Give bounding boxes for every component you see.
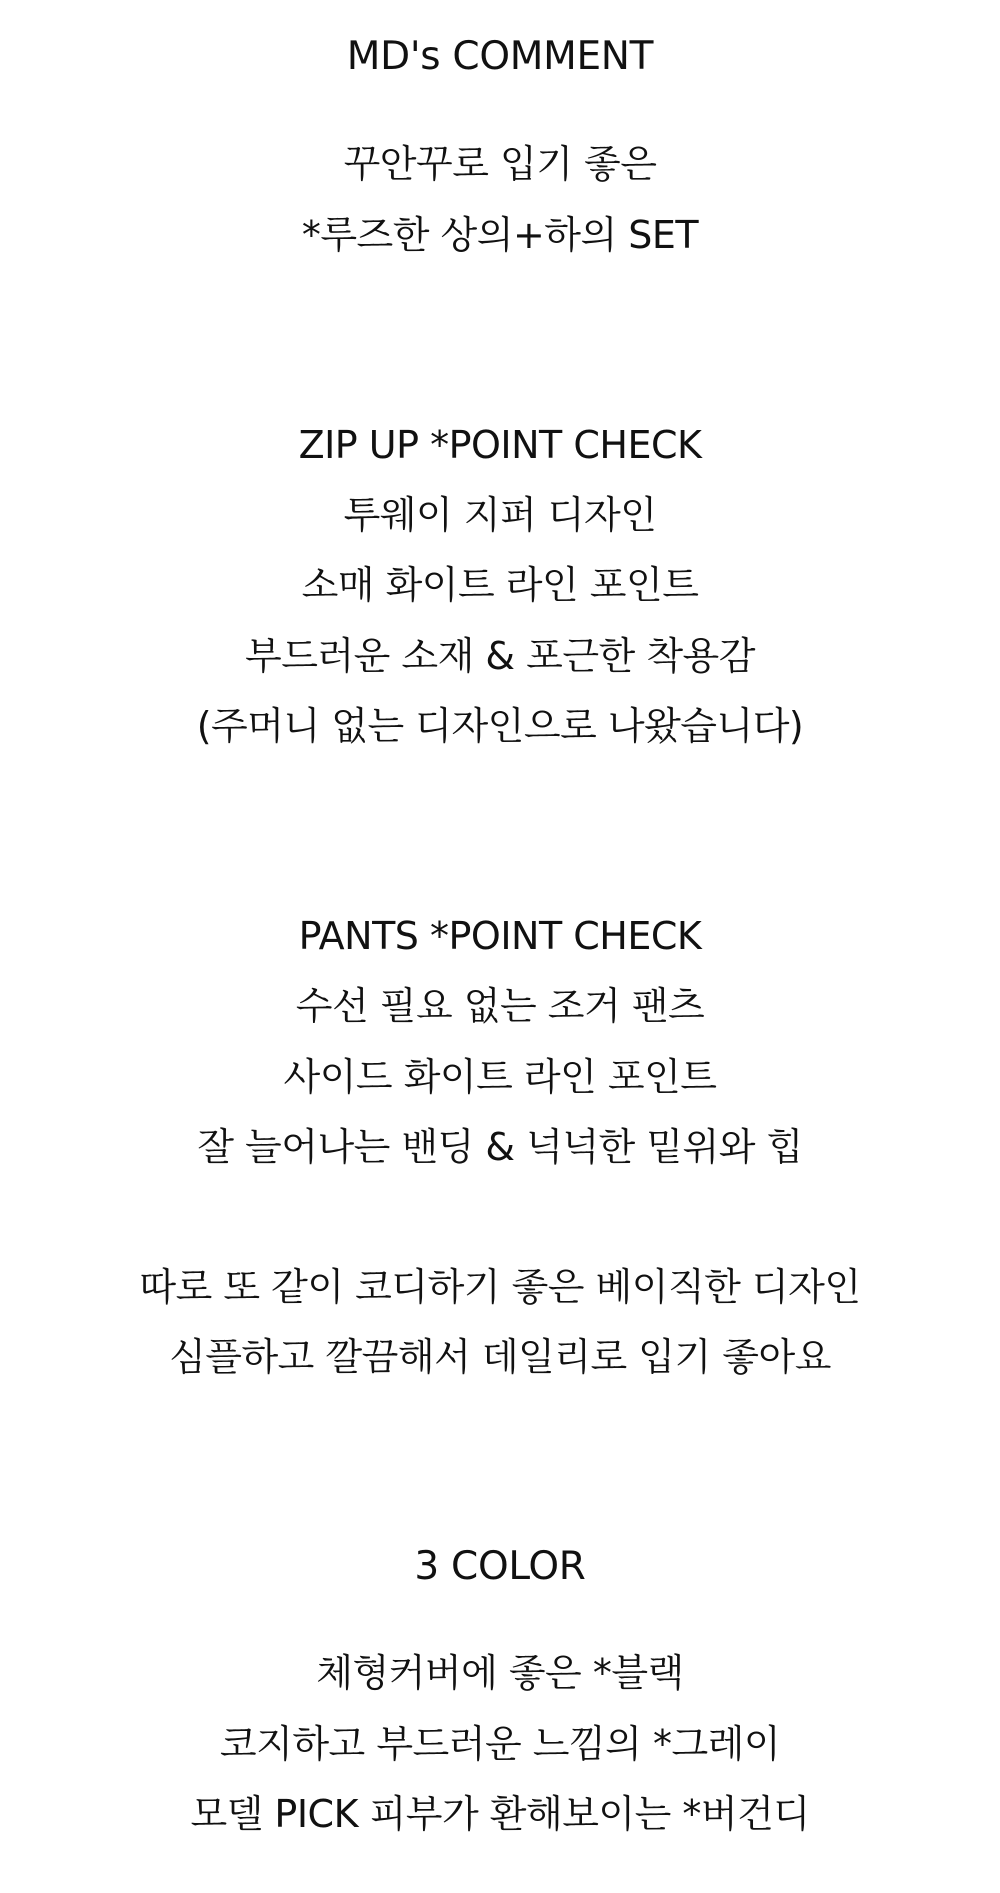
coordination-line: 심플하고 깔끔해서 데일리로 입기 좋아요: [169, 1335, 831, 1379]
md-comment-heading: MD's COMMENT: [346, 34, 654, 79]
pants-point: 수선 필요 없는 조거 팬츠: [295, 984, 705, 1028]
coordination-line: 따로 또 같이 코디하기 좋은 베이직한 디자인: [139, 1265, 861, 1309]
zip-up-note: (주머니 없는 디자인으로 나왔습니다): [196, 704, 804, 748]
md-comment-line: *루즈한 상의+하의 SET: [301, 213, 699, 257]
pants-point: 잘 늘어나는 밴딩 & 넉넉한 밑위와 힙: [197, 1125, 803, 1169]
zip-up-heading: ZIP UP *POINT CHECK: [298, 423, 702, 467]
color-option-burgundy: 모델 PICK 피부가 환해보이는 *버건디: [190, 1792, 810, 1836]
color-heading: 3 COLOR: [414, 1544, 586, 1589]
color-option-black: 체형커버에 좋은 *블랙: [316, 1651, 684, 1695]
color-option-grey: 코지하고 부드러운 느낌의 *그레이: [219, 1722, 781, 1766]
zip-up-point: 부드러운 소재 & 포근한 착용감: [245, 634, 755, 678]
zip-up-point: 소매 화이트 라인 포인트: [301, 563, 699, 607]
pants-point: 사이드 화이트 라인 포인트: [283, 1055, 717, 1099]
md-comment-line: 꾸안꾸로 입기 좋은: [343, 142, 657, 186]
zip-up-point: 투웨이 지퍼 디자인: [343, 493, 657, 537]
pants-heading: PANTS *POINT CHECK: [298, 914, 702, 958]
